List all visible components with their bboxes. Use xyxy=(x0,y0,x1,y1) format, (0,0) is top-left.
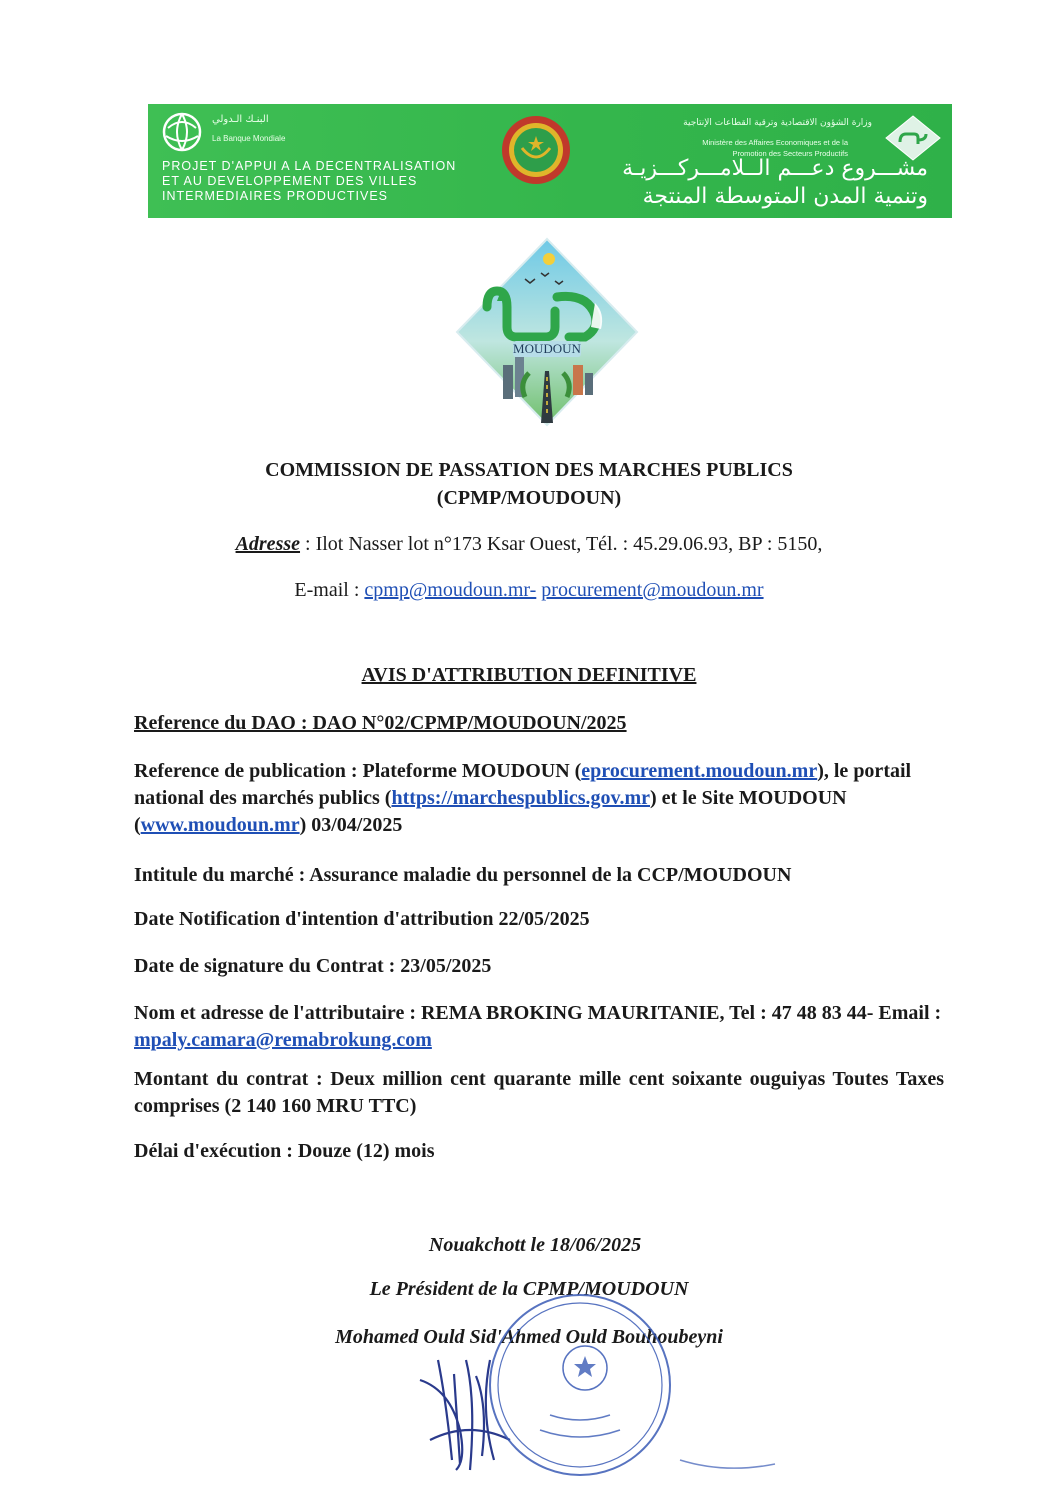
contract-title: Intitule du marché : Assurance maladie du personnel de la CCP/MOUDOUN xyxy=(134,864,792,886)
mauritania-emblem-icon xyxy=(500,114,572,186)
project-name-ar-line-1: مشـــروع دعـــم الــلامـــركـــزيـة xyxy=(622,156,928,181)
handwritten-signature-icon xyxy=(420,1360,510,1470)
world-bank-name-fr: La Banque Mondiale xyxy=(212,134,286,143)
publication-reference-text-3: ) et le Site MOUDOUN ( xyxy=(134,787,847,836)
publication-reference-text-2: ), le portail national des marchés publics ( xyxy=(134,760,912,809)
secondary-stamp-icon xyxy=(680,1460,775,1468)
awardee-info xyxy=(134,1000,944,1054)
address-line xyxy=(0,533,1058,556)
project-name-ar-line-2: وتنمية المدن المتوسطة المنتجة xyxy=(642,184,928,209)
president-title: Le Président de la CPMP/MOUDOUN xyxy=(369,1278,689,1300)
email-link-procurement[interactable]: procurement@moudoun.mr xyxy=(541,579,764,601)
signature-and-stamp xyxy=(410,1290,780,1490)
moudoun-logo-label: MOUDOUN xyxy=(513,341,581,356)
moudoun-site-link[interactable]: www.moudoun.mr xyxy=(140,814,300,836)
notification-date: Date Notification d'intention d'attribution 22/05/2025 xyxy=(134,908,590,930)
world-bank-logo-icon xyxy=(162,112,202,152)
contract-amount: Montant du contrat : Deux million cent quarante mille cent soixante ouguiyas Toutes Taxes comprises (2 140 160 MRU TTC) xyxy=(134,1068,944,1117)
email-link-cpmp[interactable]: cpmp@moudoun.mr- xyxy=(364,579,537,601)
awardee-text: Nom et adresse de l'attributaire : REMA BROKING MAURITANIE, Tel : 47 48 83 44- Email : xyxy=(134,1002,942,1024)
president-name: Mohamed Ould Sid'Ahmed Ould Bouhoubeyni xyxy=(335,1326,723,1348)
header-banner xyxy=(148,104,952,218)
project-line-2: ET AU DEVELOPPEMENT DES VILLES xyxy=(162,174,418,188)
moudoun-logo xyxy=(455,237,639,427)
publication-reference-text-4: ) 03/04/2025 xyxy=(299,814,403,836)
notice-title: AVIS D'ATTRIBUTION DEFINITIVE xyxy=(361,664,697,686)
moudoun-small-logo-icon xyxy=(884,114,942,162)
world-bank-name-ar: البنـك الـدولي xyxy=(212,114,269,125)
commission-acronym: (CPMP/MOUDOUN) xyxy=(436,487,622,509)
address-label: Adresse xyxy=(235,533,301,555)
place-and-date: Nouakchott le 18/06/2025 xyxy=(428,1234,642,1256)
dao-reference: Reference du DAO : DAO N°02/CPMP/MOUDOUN/2025 xyxy=(134,712,627,734)
email-line xyxy=(0,579,1058,602)
project-line-1: PROJET D'APPUI A LA DECENTRALISATION xyxy=(162,159,457,173)
eprocurement-link[interactable]: eprocurement.moudoun.mr xyxy=(581,760,818,782)
publication-reference xyxy=(134,758,944,839)
contract-signature-date: Date de signature du Contrat : 23/05/2025 xyxy=(134,955,492,977)
address-text: : Ilot Nasser lot n°173 Ksar Ouest, Tél. : 45.29.06.93, BP : 5150, xyxy=(300,533,823,555)
ministry-name-fr-line-1: Ministère des Affaires Economiques et de la xyxy=(702,138,848,147)
marchespublics-link[interactable]: https://marchespublics.gov.mr xyxy=(391,787,650,809)
ministry-name-fr-line-2: Promotion des Secteurs Productifs xyxy=(732,149,848,158)
execution-period: Délai d'exécution : Douze (12) mois xyxy=(134,1140,435,1162)
commission-title: COMMISSION DE PASSATION DES MARCHES PUBLICS xyxy=(265,459,793,481)
project-line-3: INTERMEDIAIRES PRODUCTIVES xyxy=(162,189,389,203)
awardee-email-link[interactable]: mpaly.camara@remabrokung.com xyxy=(134,1029,432,1051)
publication-reference-text-1: Reference de publication : Plateforme MOUDOUN ( xyxy=(134,760,582,782)
official-stamp-icon xyxy=(490,1295,670,1475)
email-label: E-mail : xyxy=(294,579,365,601)
ministry-name-ar: وزارة الشؤون الاقتصادية وترقية القطاعات الإنتاجية xyxy=(683,118,872,128)
